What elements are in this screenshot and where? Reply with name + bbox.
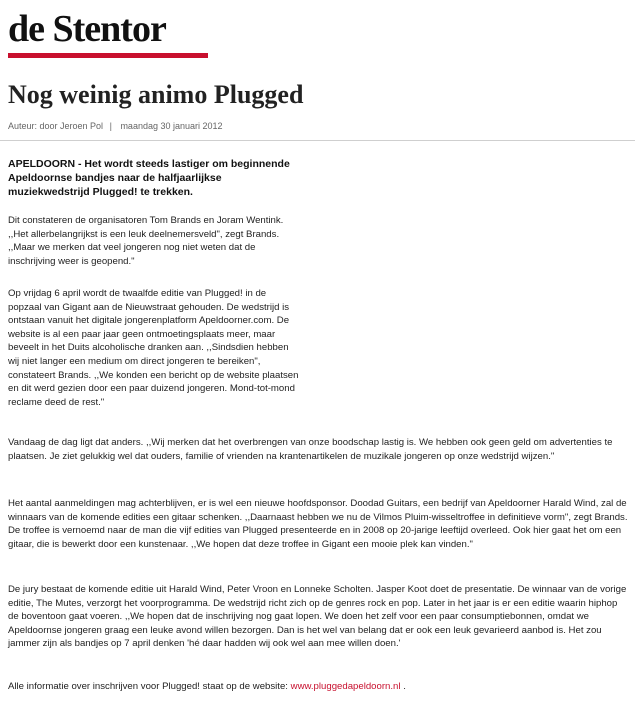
article-title: Nog weinig animo Plugged [8, 80, 304, 109]
closing-text: Alle informatie over inschrijven voor Plugged! staat op de website: [8, 681, 288, 692]
paragraph-3: Vandaag de dag ligt dat anders. ,,Wij merken dat het overbrengen van onze boodschap lastig is. We hebben ook geen geld om advertenties te plaatsen. Je ziet gelukkig wel dat ouders, familie of vrienden na krantenartikelen de muzikale jongeren op onze wedstrijd wijzen." [8, 437, 613, 462]
website-link[interactable]: www.pluggedapeldoorn.nl [290, 681, 401, 692]
site-logo[interactable]: de Stentor [8, 8, 166, 50]
paragraph-1: Dit constateren de organisatoren Tom Brands en Joram Wentink. ,,Het allerbelangrijkst is een leuk deelnemersveld", zegt Brands. ,,Maar we merken dat veel jongeren nog niet weten dat de inschrijving weer is geopend." [8, 215, 284, 267]
closing-end: . [403, 681, 406, 692]
paragraph-4: Het aantal aanmeldingen mag achterblijven, er is wel een nieuwe hoofdsponsor. Doodad Guitars, een bedrijf van Apeldoorner Harald Wind, zal de winnaars van de komende edities een gitaar schenken. ,,Daarnaast hebben we nu de Vilmos Pluim-wisseltroffee in definitieve vorm", zegt Brands. De troffee is vernoemd naar de man die vijf edities van Plugged presenteerde en in 2008 op 20-jarige leeftijd overleed. Ook hier gaat het om een gitaar, die is bewerkt door een kunstenaar. ,,We hopen dat deze troffee in Gigant een mooie plek kan vinden." [8, 498, 628, 550]
logo-underline [8, 53, 208, 58]
article-author: Auteur: door Jeroen Pol [8, 121, 104, 131]
paragraph-2: Op vrijdag 6 april wordt de twaalfde editie van Plugged! in de popzaal van Gigant aan de Nieuwstraat gehouden. De wedstrijd is ontstaan vanuit het digitale jongerenplatform Apeldoorner.com. De website is al een paar jaar geen ontmoetingsplaats meer, maar beveelt in het Duits alcoholische dranken aan. ,,Sindsdien hebben wij niet langer een medium om direct jongeren te bereiken", constateert Brands. ,,We konden een bericht op de website plaatsen en dit werd gezien door een paar duizend jongeren. Mond-tot-mond reclame deed de rest." [8, 288, 299, 408]
meta-separator: | [109, 121, 112, 131]
header-divider [0, 140, 635, 141]
article-lead: APELDOORN - Het wordt steeds lastiger om beginnende Apeldoornse bandjes naar de halfjaarlijkse muziekwedstrijd Plugged! te trekken. [8, 158, 290, 198]
article-meta [8, 121, 223, 131]
closing-paragraph [8, 680, 628, 694]
article-date: maandag 30 januari 2012 [120, 121, 223, 131]
paragraph-5: De jury bestaat de komende editie uit Harald Wind, Peter Vroon en Lonneke Scholten. Jasper Koot doet de presentatie. De winnaar van de vorige editie, The Mutes, verzorgt het voorprogramma. De wedstrijd richt zich op de genres rock en pop. Later in het jaar is er een editie waarin hiphop de boventoon gaat voeren. ,,We hopen dat de inschrijving nog gaat lopen. We doen het zelf voor een paar consumptiebonnen, omdat we Apeldoornse jongeren graag een leuke avond willen bezorgen. Dan is het wel van belang dat er ook een leuk gevarieerd aanbod is. Het zou jammer zijn als bandjes op 7 april denken 'hé daar hadden wij ook wel aan mee willen doen.' [8, 584, 627, 650]
